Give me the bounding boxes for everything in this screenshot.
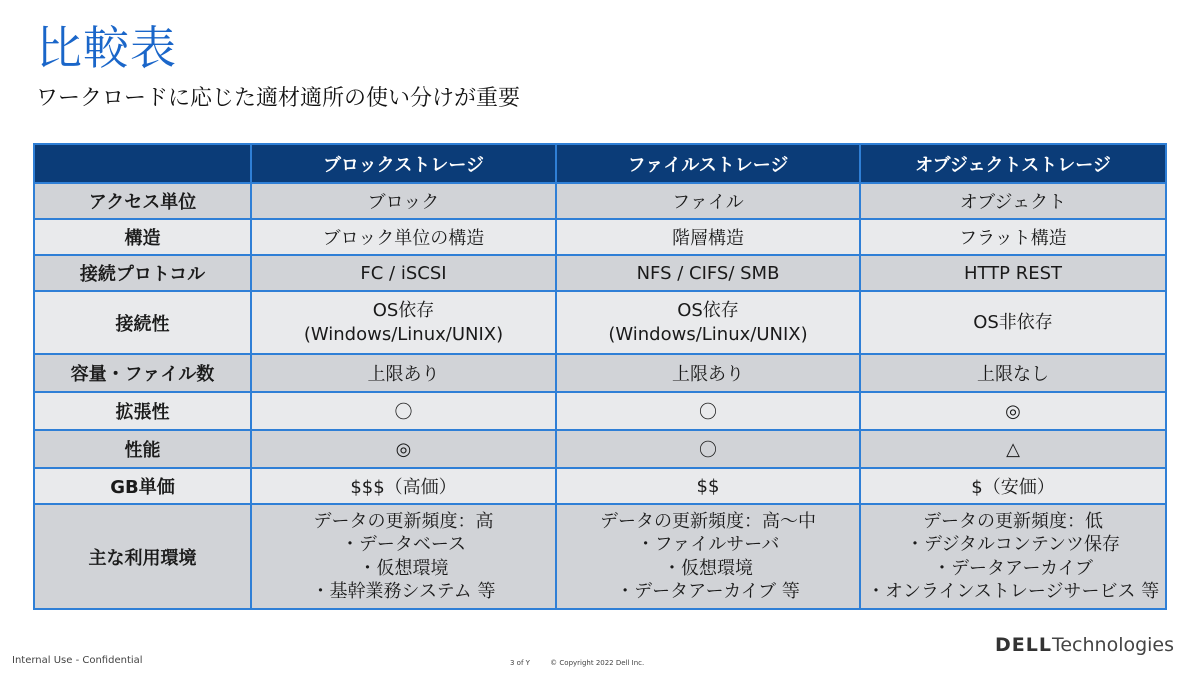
logo-dell: DELL — [995, 634, 1052, 656]
cell-text: HTTP REST — [963, 262, 1063, 284]
cell-text: FC / iSCSI — [360, 262, 447, 284]
table-row — [34, 219, 1166, 255]
row-label: 拡張性 — [34, 392, 251, 430]
table-row — [34, 354, 1166, 392]
cell-text: フラット構造 — [959, 228, 1067, 249]
table-row — [34, 392, 1166, 430]
cell-line: (Windows/Linux/UNIX) — [303, 323, 504, 345]
table-row — [34, 255, 1166, 291]
header-block-storage: ブロックストレージ — [251, 144, 556, 183]
cell-text: 〇 — [394, 402, 413, 423]
table-cell — [251, 468, 556, 504]
table-cell — [860, 183, 1166, 219]
table-cell — [556, 430, 860, 468]
cell-line: (Windows/Linux/UNIX) — [608, 323, 808, 345]
cell-line: ・基幹業務システム 等 — [311, 581, 496, 602]
row-label: GB単価 — [34, 468, 251, 504]
cell-line: ・仮想環境 — [358, 557, 449, 579]
cell-line: OS依存 — [677, 299, 739, 321]
table-cell — [556, 291, 860, 354]
table-cell — [556, 392, 860, 430]
page-number: 3 of Y — [510, 659, 530, 667]
cell-text: ファイル — [672, 192, 744, 213]
table-row — [34, 183, 1166, 219]
cell-line: ・データベース — [340, 534, 467, 555]
slide-title: 比較表 — [36, 21, 177, 75]
cell-text: 上限なし — [977, 364, 1049, 385]
cell-line: ・データアーカイブ — [932, 557, 1094, 579]
cell-line: ・データアーカイブ 等 — [616, 581, 800, 602]
table-cell — [251, 504, 556, 609]
classification-label: Internal Use - Confidential — [12, 655, 143, 666]
slide-subtitle: ワークロードに応じた適材適所の使い分けが重要 — [36, 86, 521, 111]
row-label: 性能 — [34, 430, 251, 468]
table-cell — [860, 392, 1166, 430]
table-cell — [860, 504, 1166, 609]
table-cell — [860, 354, 1166, 392]
row-label: 接続性 — [34, 291, 251, 354]
cell-text: NFS / CIFS/ SMB — [636, 262, 780, 284]
table-cell — [251, 255, 556, 291]
copyright-text: © Copyright 2022 Dell Inc. — [550, 659, 645, 667]
table-cell — [860, 430, 1166, 468]
table-row — [34, 291, 1166, 354]
cell-text: $$ — [696, 475, 720, 497]
row-label: 主な利用環境 — [34, 504, 251, 609]
dell-technologies-logo — [995, 634, 1174, 656]
table-cell — [251, 430, 556, 468]
cell-line: データの更新頻度：高～中 — [600, 510, 816, 532]
table-row — [34, 468, 1166, 504]
header-file-storage: ファイルストレージ — [556, 144, 860, 183]
cell-text: ブロック — [367, 192, 440, 213]
cell-text: 〇 — [699, 440, 717, 461]
header-corner-cell — [34, 144, 251, 183]
cell-line: データの更新頻度：低 — [923, 510, 1103, 532]
table-cell — [251, 219, 556, 255]
row-label: 接続プロトコル — [34, 255, 251, 291]
table-row — [34, 430, 1166, 468]
table-cell — [556, 255, 860, 291]
cell-line: OS非依存 — [973, 311, 1053, 333]
table-cell — [251, 392, 556, 430]
table-cell — [556, 468, 860, 504]
cell-line: ・ファイルサーバ — [636, 534, 780, 555]
cell-text: ブロック単位の構造 — [322, 228, 485, 249]
table-cell — [251, 354, 556, 392]
comparison-table — [33, 143, 1167, 610]
row-label: 容量・ファイル数 — [34, 354, 251, 392]
cell-line: ・オンラインストレージサービス 等 — [867, 581, 1160, 602]
table-cell — [860, 291, 1166, 354]
cell-text: 階層構造 — [672, 228, 744, 249]
cell-line: ・仮想環境 — [663, 557, 753, 579]
cell-line: データの更新頻度：高 — [313, 510, 494, 532]
cell-line: OS依存 — [372, 299, 435, 321]
cell-text: $$$（高価） — [350, 477, 457, 498]
table-row — [34, 504, 1166, 609]
table-cell — [556, 504, 860, 609]
table-cell — [556, 354, 860, 392]
table-cell — [556, 183, 860, 219]
cell-text: △ — [1006, 438, 1020, 460]
cell-text: $（安価） — [971, 477, 1055, 498]
table-cell — [556, 219, 860, 255]
cell-text: ◎ — [1005, 400, 1021, 422]
row-label: 構造 — [34, 219, 251, 255]
table-cell — [860, 255, 1166, 291]
table-cell — [860, 468, 1166, 504]
header-object-storage: オブジェクトストレージ — [860, 144, 1166, 183]
cell-text: オブジェクト — [959, 192, 1067, 213]
table-cell — [251, 183, 556, 219]
footer-meta — [510, 659, 662, 667]
cell-line: ・デジタルコンテンツ保存 — [905, 534, 1121, 555]
table-cell — [860, 219, 1166, 255]
table-header-row — [34, 144, 1166, 183]
row-label: アクセス単位 — [34, 183, 251, 219]
cell-text: 〇 — [699, 402, 717, 423]
cell-text: 上限あり — [367, 364, 440, 385]
cell-text: ◎ — [395, 438, 412, 460]
logo-technologies: Technologies — [1051, 634, 1175, 656]
table-cell — [251, 291, 556, 354]
cell-text: 上限あり — [672, 364, 744, 385]
